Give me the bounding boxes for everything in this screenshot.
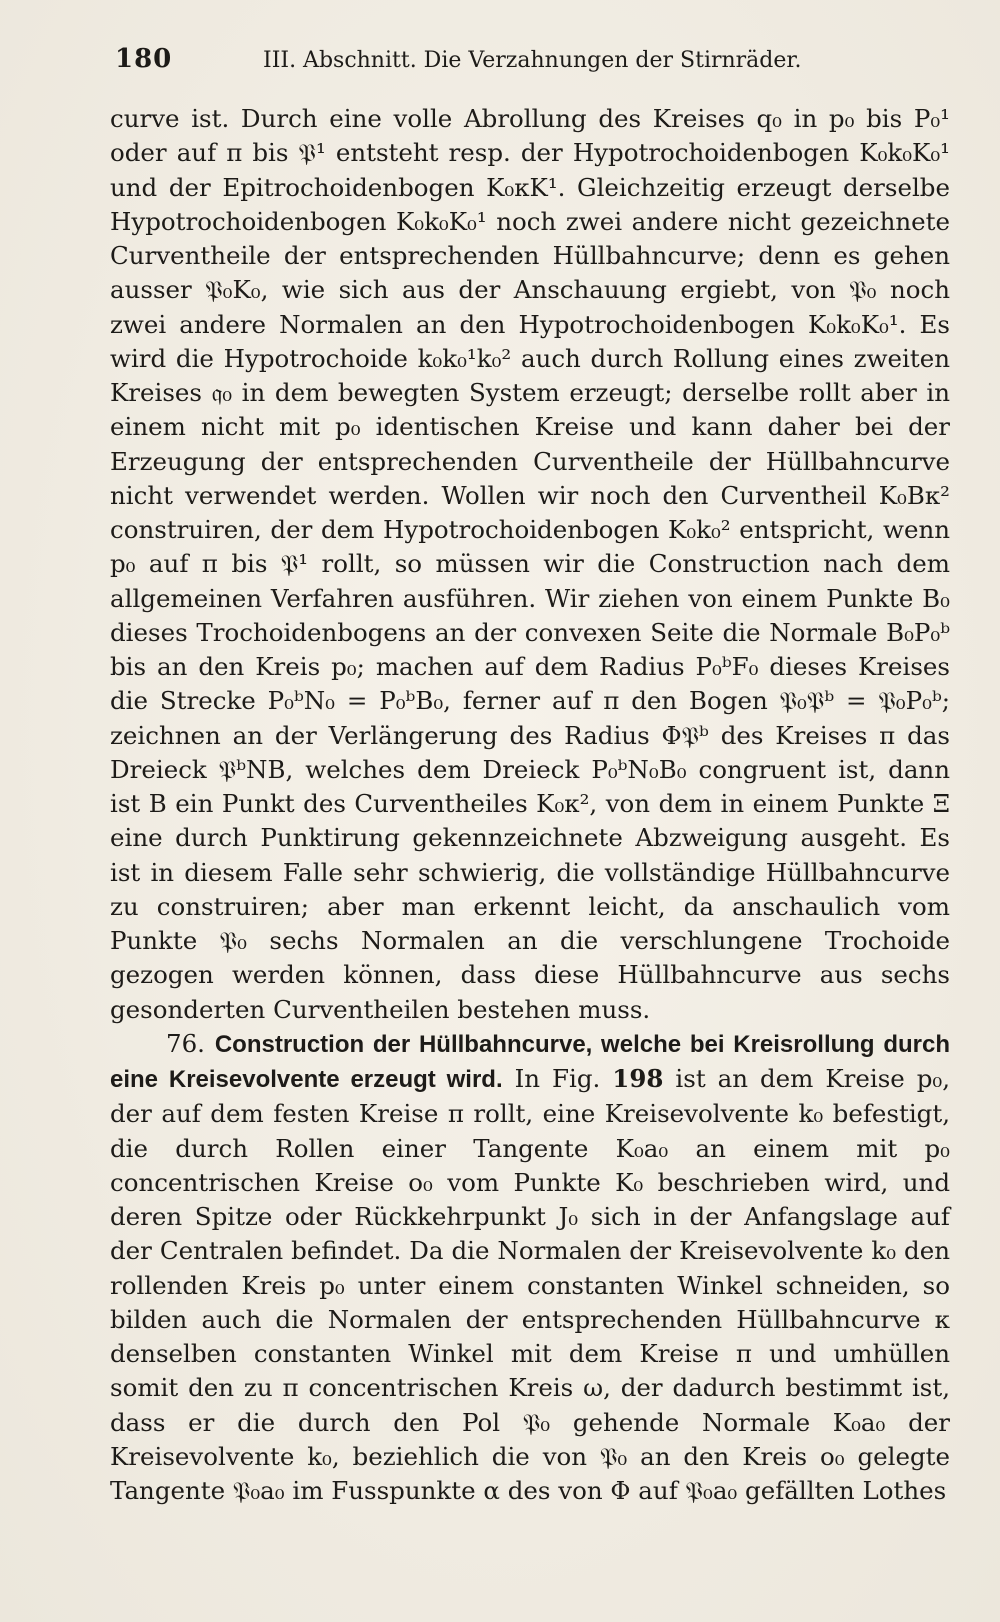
page-number: 180 [115, 44, 173, 74]
section-heading: Construction der Hüllbahncurve, welche bei Kreisrollung durch eine Kreisevolvente erzeugt wird. [110, 1030, 950, 1093]
paragraph-text: ist an dem Kreise p₀, der auf dem festen Kreise π rollt, eine Kreisevolvente k₀ befestigt, die durch Rollen einer Tangente K₀a₀ an einem mit p₀ concentrischen Kreise o₀ vom Punkte K₀ beschrieben wird, und deren Spitze oder Rückkehrpunkt J₀ sich in der Anfangslage auf der Centralen befindet. Da die Normalen der Kreisevolvente k₀ den rollenden Kreis p₀ unter einem constanten Winkel schneiden, so bilden auch die Normalen der entsprechenden Hüllbahncurve κ denselben constanten Winkel mit dem Kreise π und umhüllen somit den zu π concentrischen Kreis ω, der dadurch bestimmt ist, dass er die durch den Pol 𝔓₀ gehende Normale K₀a₀ der Kreisevolvente k₀, beziehlich die von 𝔓₀ an den Kreis o₀ gelegte Tangente 𝔓₀a₀ im Fusspunkte α des von Φ auf 𝔓₀a₀ gefällten Lothes [110, 1064, 951, 1505]
figure-reference: 198 [612, 1064, 664, 1093]
section-title: III. Abschnitt. Die Verzahnungen der Stirnräder. [263, 48, 802, 73]
running-header [115, 44, 915, 74]
section-number: 76. [166, 1028, 205, 1058]
body-text [110, 102, 950, 1508]
paragraph-continuation: curve ist. Durch eine volle Abrollung des Kreises q₀ in p₀ bis P₀¹ oder auf π bis 𝔓¹ entsteht resp. der Hypotrochoidenbogen K₀k₀K₀¹ und der Epitrochoidenbogen K₀κK¹. Gleichzeitig erzeugt derselbe Hypotrochoidenbogen K₀k₀K₀¹ noch zwei andere nicht gezeichnete Curventheile der entsprechenden Hüllbahncurve; denn es gehen ausser 𝔓₀K₀, wie sich aus der Anschauung ergiebt, von 𝔓₀ noch zwei andere Normalen an den Hypotrochoidenbogen K₀k₀K₀¹. Es wird die Hypotrochoide k₀k₀¹k₀² auch durch Rollung eines zweiten Kreises 𝔮₀ in dem bewegten System erzeugt; derselbe rollt aber in einem nicht mit p₀ identischen Kreise und kann daher bei der Erzeugung der entsprechenden Curventheile der Hüllbahncurve nicht verwendet werden. Wollen wir noch den Curventheil K₀Bκ² construiren, der dem Hypotrochoidenbogen K₀k₀² entspricht, wenn p₀ auf π bis 𝔓¹ rollt, so müssen wir die Construction nach dem allgemeinen Verfahren ausführen. Wir ziehen von einem Punkte B₀ dieses Trochoidenbogens an der convexen Seite die Normale B₀P₀ᵇ bis an den Kreis p₀; machen auf dem Radius P₀ᵇF₀ dieses Kreises die Strecke P₀ᵇN₀ = P₀ᵇB₀, ferner auf π den Bogen 𝔓₀𝔓ᵇ = 𝔓₀P₀ᵇ; zeichnen an der Verlängerung des Radius Φ𝔓ᵇ des Kreises π das Dreieck 𝔓ᵇNB, welches dem Dreieck P₀ᵇN₀B₀ congruent ist, dann ist B ein Punkt des Curventheiles K₀κ², von dem in einem Punkte Ξ eine durch Punktirung gekennzeichnete Abzweigung ausgeht. Es ist in diesem Falle sehr schwierig, die vollständige Hüllbahncurve zu construiren; aber man erkennt leicht, da anschaulich vom Punkte 𝔓₀ sechs Normalen an die verschlungene Trochoide gezogen werden können, dass diese Hüllbahncurve aus sechs gesonderten Curventheilen bestehen muss. [110, 104, 950, 1024]
paragraph-text-lead: In Fig. [514, 1064, 601, 1093]
paragraph-section-76 [110, 1027, 950, 1509]
